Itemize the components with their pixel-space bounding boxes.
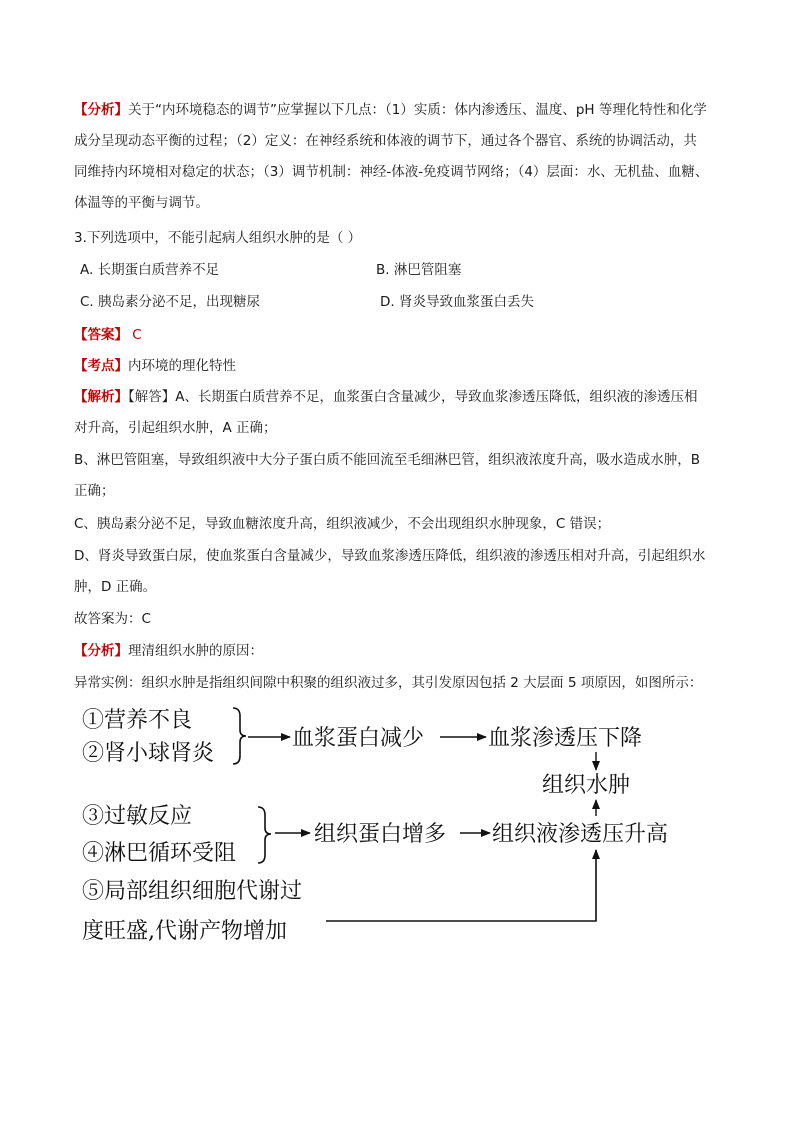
brace-group-2 xyxy=(258,807,271,863)
arrow-metabolism-to-tissue-osmotic xyxy=(326,850,596,921)
jiexi-line-5: C、胰岛素分泌不足，导致血糖浓度升高，组织液减少，不会出现组织水肿现象，C 错误； xyxy=(74,516,611,532)
jiexi-line-7: 肿，D 正确。 xyxy=(74,579,157,595)
cause-malnutrition: ①营养不良 xyxy=(82,708,193,733)
tissue-osmotic-increase: 组织液渗透压升高 xyxy=(492,822,669,847)
answer-value: C xyxy=(132,327,142,343)
cause-metabolism-line-2: 度旺盛,代谢产物增加 xyxy=(82,919,287,944)
answer-line xyxy=(74,325,142,345)
jiexi-tag: 【解析】 xyxy=(74,389,128,405)
question-stem: 3.下列选项中，不能引起病人组织水肿的是（ ） xyxy=(74,230,362,246)
analysis-line-3: 同维持内环境相对稳定的状态；（3）调节机制：神经-体液-免疫调节网络；（4）层面：水、无机盐、血糖、 xyxy=(74,164,709,180)
analysis2-tag: 【分析】 xyxy=(74,643,128,659)
analysis-line-2: 成分呈现动态平衡的过程；（2）定义：在神经系统和体液的调节下，通过各个器官、系统的协调活动，共 xyxy=(74,133,697,149)
analysis-line-4: 体温等的平衡与调节。 xyxy=(74,195,209,211)
cause-allergy: ③过敏反应 xyxy=(82,804,193,829)
kaodian-value: 内环境的理化特性 xyxy=(128,358,236,374)
jiexi-line-3: B、淋巴管阻塞，导致组织液中大分子蛋白质不能回流至毛细淋巴管，组织液浓度升高，吸水造成水肿，B xyxy=(74,452,701,468)
analysis2-line-1: 【分析】理清组织水肿的原因： xyxy=(74,643,263,659)
edema-cause-diagram xyxy=(70,700,710,960)
analysis2-line-2: 异常实例：组织水肿是指组织间隙中积聚的组织液过多，其引发原因包括 2 大层面 5 项原因，如图所示： xyxy=(74,675,703,691)
jiexi-line-2: 对升高，引起组织水肿，A 正确； xyxy=(74,420,277,436)
cause-lymph-obstruction: ④淋巴循环受阻 xyxy=(82,841,237,866)
option-a: A. 长期蛋白质营养不足 xyxy=(80,262,220,278)
tissue-protein-increase: 组织蛋白增多 xyxy=(314,822,447,847)
tissue-edema: 组织水肿 xyxy=(542,773,631,798)
brace-group-1 xyxy=(233,708,246,764)
analysis-line-1: 【分析】关于“内环境稳态的调节”应掌握以下几点：（1）实质：体内渗透压、温度、pH 等理化特性和化学 xyxy=(74,102,707,118)
cause-glomerulonephritis: ②肾小球肾炎 xyxy=(82,741,215,766)
option-b: B. 淋巴管阻塞 xyxy=(376,262,462,278)
jiexi-line-1: 【解析】【解答】A、长期蛋白质营养不足，血浆蛋白含量减少，导致血浆渗透压降低，组织液的渗透压相 xyxy=(74,389,698,405)
kaodian-tag: 【考点】 xyxy=(74,358,128,374)
kaodian-line xyxy=(74,356,236,376)
option-d: D. 肾炎导致血浆蛋白丢失 xyxy=(380,294,534,310)
option-c: C. 胰岛素分泌不足，出现糖尿 xyxy=(80,294,261,310)
analysis-tag: 【分析】 xyxy=(74,102,128,118)
jiexi-line-6: D、肾炎导致蛋白尿，使血浆蛋白含量减少，导致血浆渗透压降低，组织液的渗透压相对升高，引起组织水 xyxy=(74,548,706,564)
jiexi-line-4: 正确； xyxy=(74,483,115,499)
plasma-osmotic-decrease: 血浆渗透压下降 xyxy=(488,726,643,751)
jiexi-line-8: 故答案为：C xyxy=(74,611,151,627)
answer-tag: 【答案】 xyxy=(74,327,128,343)
cause-metabolism-line-1: ⑤局部组织细胞代谢过 xyxy=(82,879,303,904)
plasma-protein-decrease: 血浆蛋白减少 xyxy=(292,726,425,751)
